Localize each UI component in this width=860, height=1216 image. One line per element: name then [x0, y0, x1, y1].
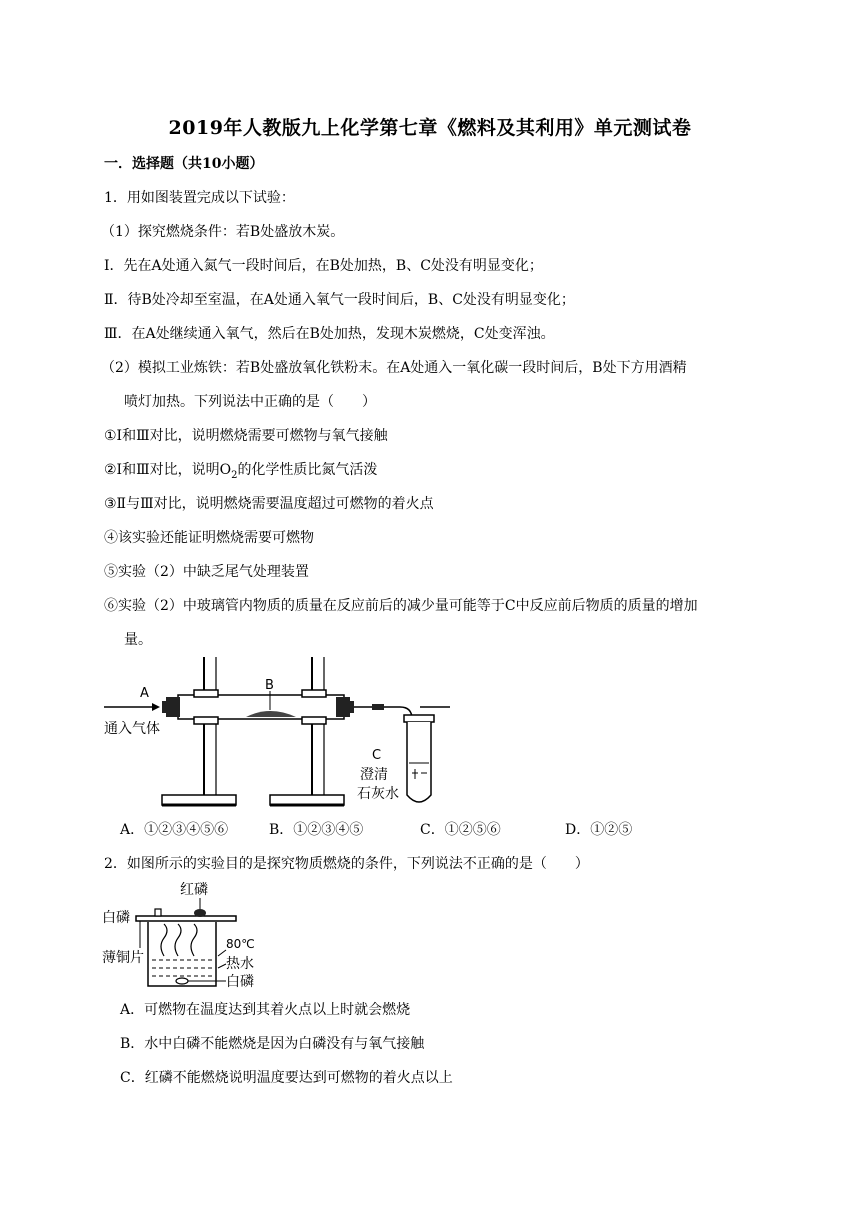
q1-step2: Ⅱ．待B处冷却至室温，在A处通入氧气一段时间后，B、C处没有明显变化； [104, 292, 575, 308]
q2-phosphorus-figure [100, 876, 270, 994]
o2-subscript: 2 [231, 469, 238, 481]
q1-part2-line1: （2）模拟工业炼铁：若B处盛放氧化铁粉末。在A处通入一氧化碳一段时间后，B处下方用酒精 [101, 360, 687, 376]
q2-option-a[interactable]: A．可燃物在温度达到其着火点以上时就会燃烧 [120, 1002, 411, 1018]
q1-item2-text-a: ②Ⅰ和Ⅲ对比，说明O [104, 462, 232, 478]
white-phosphorus-bottom-label: 白磷 [226, 974, 254, 990]
q1-step3: Ⅲ．在A处继续通入氧气，然后在B处加热，发现木炭燃烧，C处变浑浊。 [104, 326, 555, 342]
q1-apparatus-figure [100, 655, 460, 815]
q1-item1: ①Ⅰ和Ⅲ对比，说明燃烧需要可燃物与氧气接触 [104, 428, 388, 444]
q2-option-c[interactable]: C．红磷不能燃烧说明温度要达到可燃物的着火点以上 [120, 1070, 453, 1086]
temperature-label: 80℃ [226, 937, 255, 951]
q2-stem: 2．如图所示的实验目的是探究物质燃烧的条件，下列说法不正确的是（ ） [104, 856, 589, 872]
q1-stem: 1．用如图装置完成以下试验： [104, 190, 295, 206]
limewater-label-line2: 石灰水 [357, 786, 399, 802]
q1-option-d[interactable]: D．①②⑤ [565, 822, 633, 838]
page-title: 2019年人教版九上化学第七章《燃料及其利用》单元测试卷 [168, 117, 692, 139]
q1-item3: ③Ⅱ与Ⅲ对比，说明燃烧需要温度超过可燃物的着火点 [104, 496, 434, 512]
q2-option-b[interactable]: B．水中白磷不能燃烧是因为白磷没有与氧气接触 [120, 1036, 425, 1052]
q1-item2-text-b: 的化学性质比氮气活泼 [237, 462, 378, 478]
q1-step1: Ⅰ．先在A处通入氮气一段时间后，在B处加热，B、C处没有明显变化； [104, 258, 543, 274]
q1-item4: ④该实验还能证明燃烧需要可燃物 [104, 530, 314, 546]
q1-item6-line2: 量。 [124, 632, 152, 648]
label-b: B [265, 678, 274, 693]
hot-water-label: 热水 [226, 956, 254, 972]
q1-item2 [104, 460, 377, 486]
label-c: C [372, 748, 382, 763]
section-heading: 一．选择题（共10小题） [104, 156, 264, 172]
q1-option-a[interactable]: A．①②③④⑤⑥ [120, 822, 229, 838]
q1-part2-line2: 喷灯加热。下列说法中正确的是（ ） [124, 394, 376, 410]
q1-item5: ⑤实验（2）中缺乏尾气处理装置 [104, 564, 309, 580]
limewater-label-line1: 澄清 [360, 767, 388, 783]
copper-sheet-label: 薄铜片 [102, 950, 144, 966]
q1-item6-line1: ⑥实验（2）中玻璃管内物质的质量在反应前后的减少量可能等于C中反应前后物质的质量的增加 [104, 598, 698, 614]
white-phosphorus-top-label: 白磷 [102, 910, 130, 926]
gas-inlet-label: 通入气体 [104, 721, 160, 737]
q1-part1: （1）探究燃烧条件：若B处盛放木炭。 [101, 224, 345, 240]
q1-option-c[interactable]: C．①②⑤⑥ [420, 822, 501, 838]
label-a: A [140, 686, 149, 701]
q1-option-b[interactable]: B．①②③④⑤ [269, 822, 364, 838]
red-phosphorus-label: 红磷 [180, 882, 208, 898]
